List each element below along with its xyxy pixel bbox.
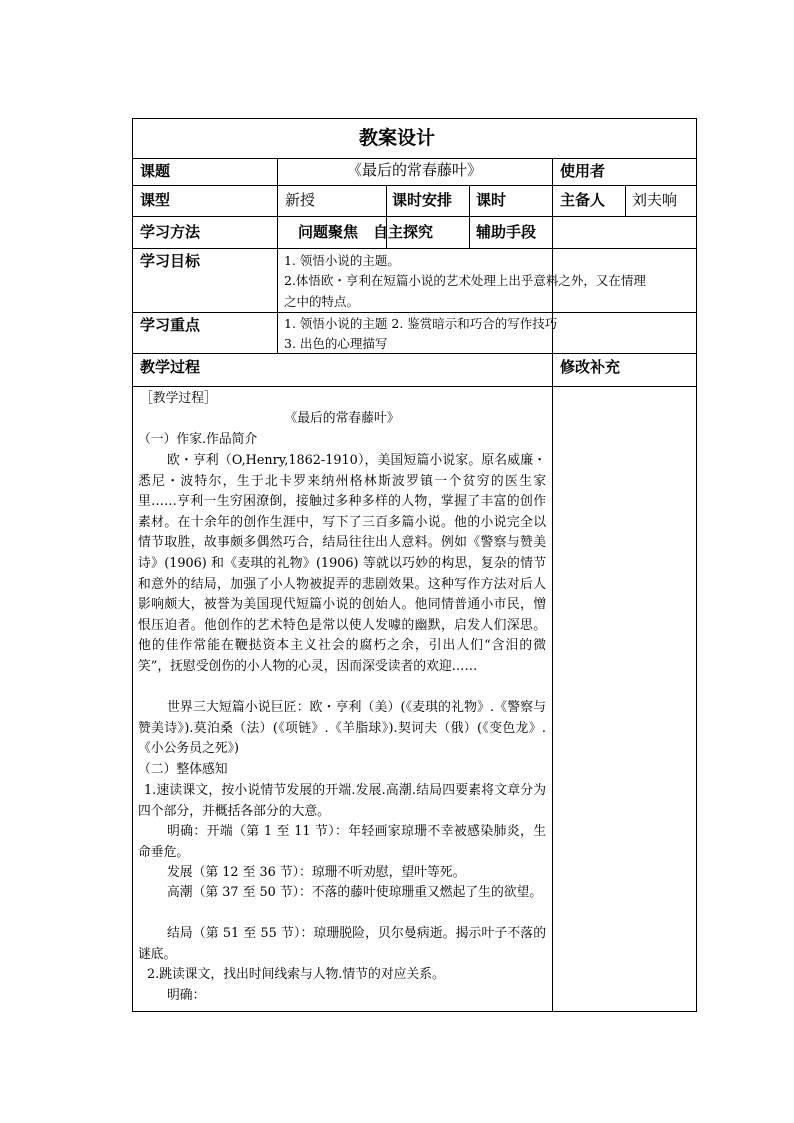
three-masters-paragraph: 世界三大短篇小说巨匠：欧・亨利（美）(《麦琪的礼物》.《警察与赞美诗》).莫泊桑（法）(《项链》.《羊脂球》).契诃夫（俄）(《变色龙》.《小公务员之死》) xyxy=(138,700,546,757)
row-divider xyxy=(132,312,697,313)
focus-label: 学习重点 xyxy=(140,316,201,334)
aid-label: 辅助手段 xyxy=(476,223,537,241)
row-divider xyxy=(132,353,697,354)
answer-opening: 明确：开端（第 1 至 11 节）：年轻画家琼珊不幸被感染肺炎，生命垂危。 xyxy=(138,824,546,860)
section-2-heading: （二）整体感知 xyxy=(138,762,228,777)
answer-2: 明确： xyxy=(167,988,206,1003)
goal-line-2: 2.体悟欧・亨利在短篇小说的艺术处理上出乎意料之外，又在情理 xyxy=(284,273,646,288)
preparer-value: 刘夫响 xyxy=(632,191,678,209)
goal-label: 学习目标 xyxy=(140,252,201,270)
method-value: 问题聚焦 自主探究 xyxy=(298,223,434,241)
schedule-label: 课时安排 xyxy=(392,191,453,209)
table-border-top xyxy=(132,118,697,119)
type-label: 课型 xyxy=(140,191,171,209)
method-label: 学习方法 xyxy=(140,223,201,241)
revise-label: 修改补充 xyxy=(560,358,621,376)
topic-label: 课题 xyxy=(140,162,171,180)
table-border-left xyxy=(132,118,133,1012)
row-divider xyxy=(132,386,697,387)
goal-line-3: 之中的特点。 xyxy=(284,294,360,309)
author-intro-paragraph: 欧・亨利（O,Henry,1862-1910），美国短篇小说家。原名威廉・悉尼・波特尔，生于北卡罗来纳州格林斯波罗镇一个贫穷的医生家里……亨利一生穷困潦倒，接触过多种多样的人物，掌握了丰富的创作素材。在十余年的创作生涯中，写下了三百多篇小说。他的小说完全以情节取胜，故事颇多偶然巧合，结局往往出人意料。例如《警察与赞美诗》(1906) 和《麦琪的礼物》(1906) 等就以巧妙的构思，复杂的情节和意外的结局，加强了小人物被捉弄的悲剧效果。这种写作方法对后人影响颇大，被誉为美国现代短篇小说的创始人。他同情普通小市民，憎恨压迫者。他创作的艺术特色是常以使人发噱的幽默，启发人们深思。他的佳作常能在鞭挞资本主义社会的腐朽之余，引出人们“含泪的微笑”，抚慰受创伤的小人物的心灵，因而深受读者的欢迎…… xyxy=(138,453,546,674)
task-2: 2.跳读课文，找出时间线索与人物.情节的对应关系。 xyxy=(147,967,445,982)
answer-climax: 高潮（第 37 至 50 节）：不落的藤叶使琼珊重又燃起了生的欲望。 xyxy=(167,885,543,900)
col-divider xyxy=(625,185,626,217)
topic-value: 《最后的常春藤叶》 xyxy=(346,161,482,179)
row-divider xyxy=(132,185,697,186)
period-label: 课时 xyxy=(476,191,507,209)
col-divider xyxy=(469,185,470,249)
preparer-label: 主备人 xyxy=(560,191,606,209)
answer-development: 发展（第 12 至 36 节）：琼珊不听劝慰，望叶等死。 xyxy=(167,865,466,880)
task-1: 1.速读课文，按小说情节发展的开端.发展.高潮.结局四要素将文章分为四个部分，并概括各部分的大意。 xyxy=(138,783,546,819)
row-divider xyxy=(132,248,697,249)
process-label: 教学过程 xyxy=(140,358,201,376)
focus-line-1: 1. 领悟小说的主题 2. 鉴赏暗示和巧合的写作技巧 xyxy=(284,316,558,331)
process-subtitle: 《最后的常春藤叶》 xyxy=(284,411,400,426)
focus-line-2: 3. 出色的心理描写 xyxy=(284,336,388,351)
section-1-heading: （一）作家.作品简介 xyxy=(138,432,258,447)
table-border-right xyxy=(696,118,697,1012)
process-header: ［教学过程］ xyxy=(140,391,217,406)
table-border-bottom xyxy=(132,1011,697,1012)
col-divider xyxy=(277,158,278,354)
row-divider xyxy=(132,158,697,159)
document-title: 教案设计 xyxy=(358,127,435,149)
user-label: 使用者 xyxy=(560,162,606,180)
answer-ending: 结局（第 51 至 55 节）：琼珊脱险，贝尔曼病逝。揭示叶子不落的谜底。 xyxy=(138,926,546,962)
row-divider xyxy=(132,216,697,217)
type-value: 新授 xyxy=(285,191,316,209)
goal-line-1: 1. 领悟小说的主题。 xyxy=(284,253,400,268)
